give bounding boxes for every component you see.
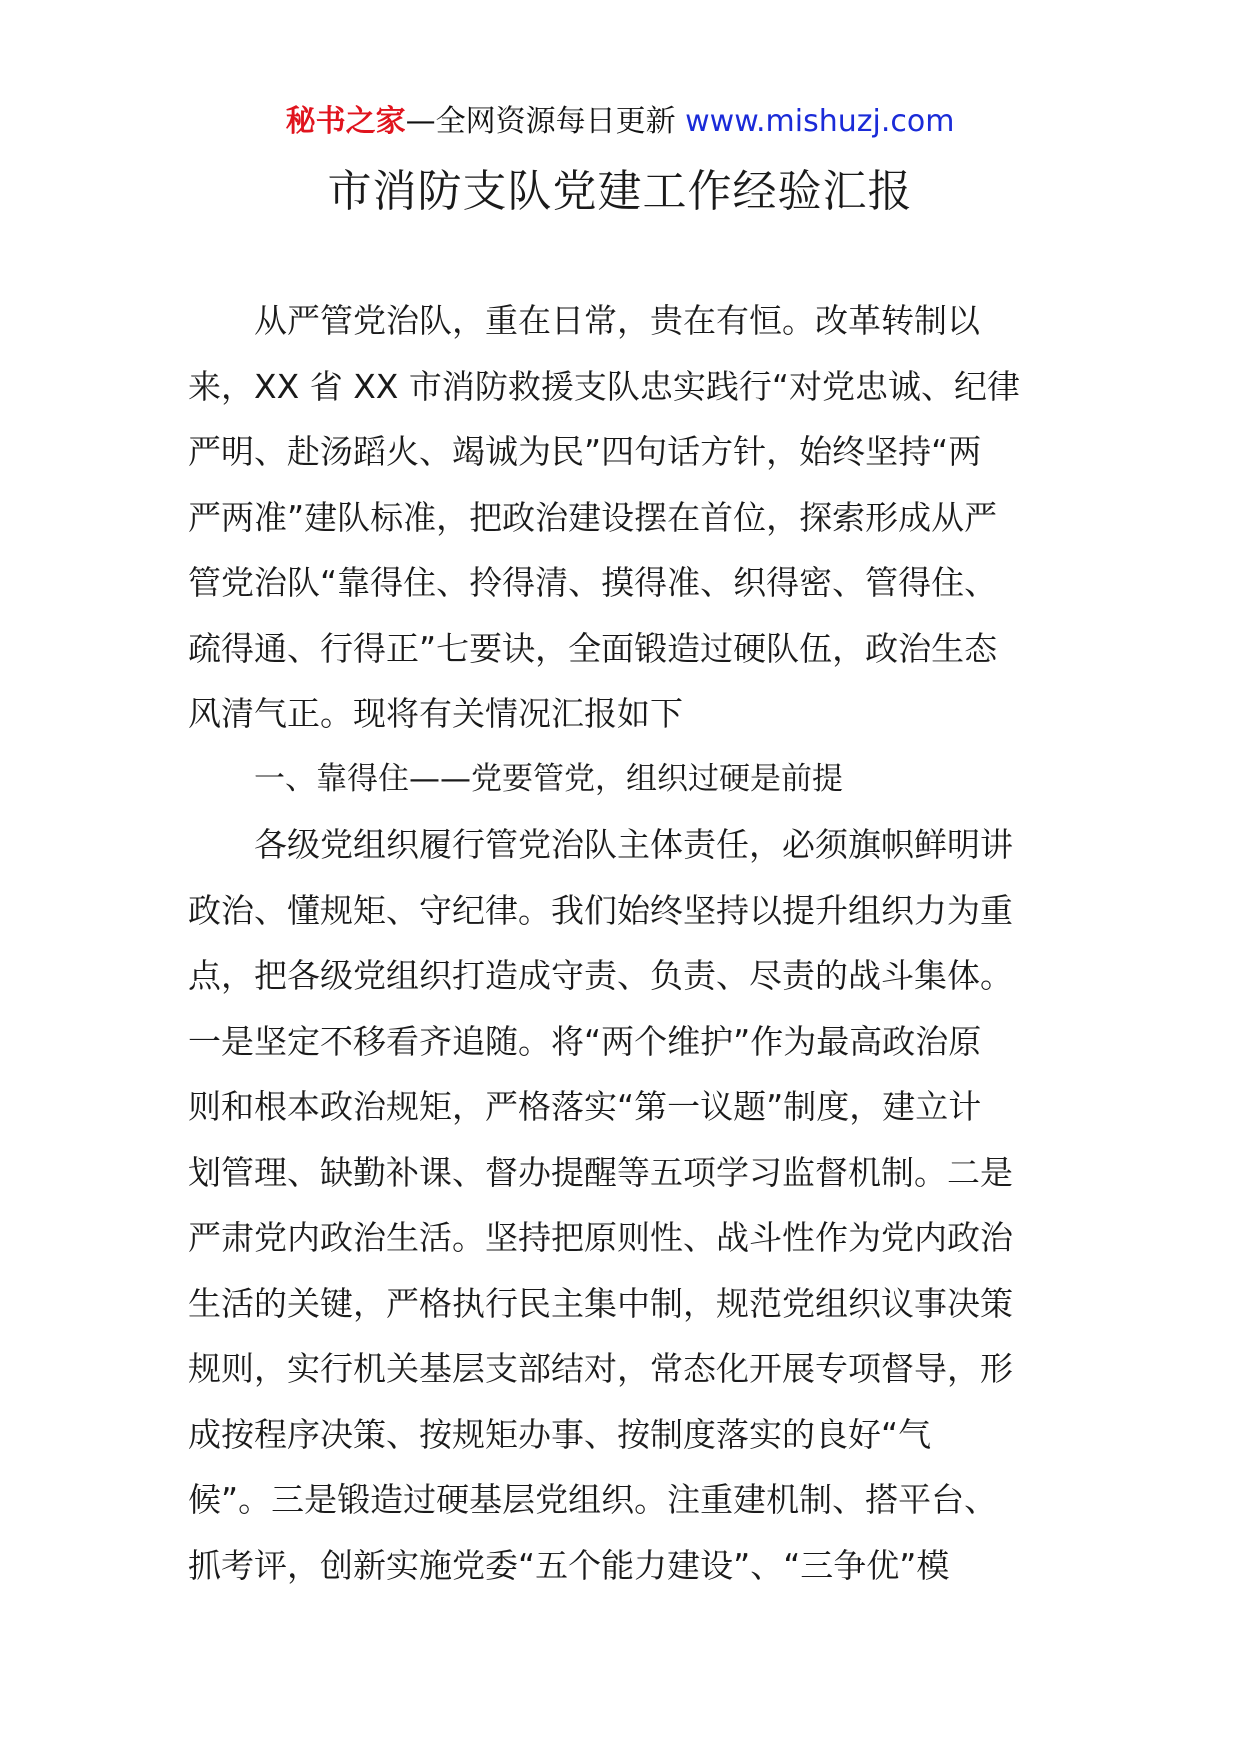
site-url-link[interactable]: www.mishuzj.com (685, 104, 955, 139)
site-header (0, 100, 1240, 144)
paragraph-line: 管党治队“靠得住、拎得清、摸得准、织得密、管得住、 (188, 563, 998, 602)
site-tagline: —全网资源每日更新 (405, 104, 676, 139)
paragraph-line: 则和根本政治规矩，严格落实“第一议题”制度，建立计 (188, 1087, 982, 1126)
paragraph-line: 风清气正。现将有关情况汇报如下 (188, 694, 683, 733)
paragraph-line: 一是坚定不移看齐追随。将“两个维护”作为最高政治原 (188, 1021, 982, 1061)
paragraph-line: 点，把各级党组织打造成守责、负责、尽责的战斗集体。 (188, 956, 1013, 995)
paragraph-line: 划管理、缺勤补课、督办提醒等五项学习监督机制。二是 (188, 1152, 1013, 1192)
paragraph-line: 疏得通、行得正”七要诀，全面锻造过硬队伍，政治生态 (188, 628, 998, 668)
section-heading: 一、靠得住——党要管党，组织过硬是前提 (254, 760, 843, 797)
paragraph-line: 来，XX 省 XX 市消防救援支队忠实践行“对党忠诚、纪律 (188, 366, 1020, 406)
paragraph-line: 各级党组织履行管党治队主体责任，必须旗帜鲜明讲 (254, 825, 1013, 864)
paragraph-line: 严两准”建队标准，把政治建设摆在首位，探索形成从严 (188, 497, 998, 537)
paragraph-line: 严肃党内政治生活。坚持把原则性、战斗性作为党内政治 (188, 1218, 1013, 1257)
site-brand: 秘书之家 (285, 104, 406, 139)
paragraph-line: 严明、赴汤蹈火、竭诚为民”四句话方针，始终坚持“两 (188, 432, 982, 471)
paragraph-line: 生活的关键，严格执行民主集中制，规范党组织议事决策 (188, 1283, 1013, 1323)
paragraph-line: 候”。三是锻造过硬基层党组织。注重建机制、搭平台、 (188, 1480, 998, 1519)
document-body (188, 288, 1052, 1598)
paragraph-line: 抓考评，创新实施党委“五个能力建设”、“三争优”模 (188, 1545, 950, 1585)
paragraph-line: 成按程序决策、按规矩办事、按制度落实的良好“气 (188, 1414, 932, 1454)
document-title: 市消防支队党建工作经验汇报 (327, 166, 913, 217)
paragraph-line: 政治、懂规矩、守纪律。我们始终坚持以提升组织力为重 (188, 890, 1013, 930)
paragraph-line: 从严管党治队，重在日常，贵在有恒。改革转制以 (254, 301, 980, 340)
paragraph-line: 规则，实行机关基层支部结对，常态化开展专项督导，形 (188, 1349, 1013, 1388)
